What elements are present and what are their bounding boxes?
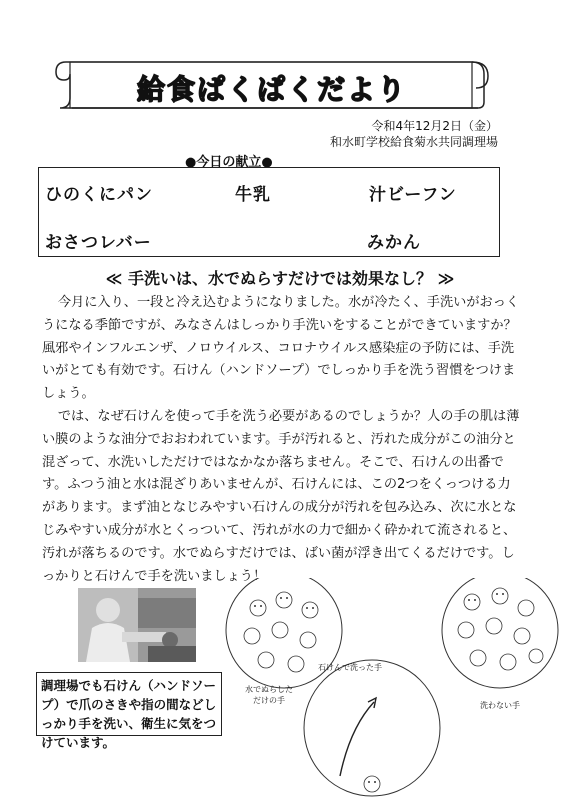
article-paragraph: では、なぜ石けんを使って手を洗う必要があるのでしょうか？人の手の肌は薄い膜のような油分でおおわれています。手が汚れると、汚れた成分がこの油分と混ざって、水洗いしただけではなかなか落ちません。そこで、石けんの出番です。ふつう油と水は混ざりあいませんが、石けんには、この2つをくっつける力があります。まず油となじみやすい石けんの成分が汚れを包み込み、次に水となじみやすい成分が水とくっついて、汚れが水の力で細かく砕かれて流されると、汚れが落ちるのです。水でぬらすだけでは、ばい菌が浮き出てくるだけです。しっかりと石けんで手を洗いましょう！ <box>42 408 520 584</box>
menu-item-mandarin: みかん <box>367 233 421 253</box>
soap-washed-hand-circle <box>304 660 440 796</box>
photo-caption: 調理場でも石けん（ハンドソープ）で爪のさきや指の間などしっかり手を洗い、衛生に気をつけています。 <box>36 672 222 736</box>
article-title: ≪ 手洗いは、水でぬらすだけでは効果なし？ ≫ <box>105 269 455 288</box>
menu-item-soup: 汁ビーフン <box>369 185 457 205</box>
menu-heading: ●今日の献立● <box>185 155 273 170</box>
menu-box <box>38 167 500 257</box>
label-water-only-hand: 水でぬらしただけの手 <box>245 685 293 705</box>
menu-item-bread: ひのくにパン <box>45 185 153 205</box>
organization-name: 和水町学校給食菊水共同調理場 <box>329 135 498 149</box>
article-paragraph: 今月に入り、一段と冷え込むようになりました。水が冷たく、手洗いがおっくうになる季節ですが、みなさんはしっかり手洗いをすることができていますか？風邪やインフルエンザ、ノロウイルス、コロナウイルス感染症の予防には、手洗いがとても有効です。石けん（ハンドソープ）でしっかり手を洗う習慣をつけましょう。 <box>42 295 520 402</box>
issue-date: 令和4年12月2日（金） <box>371 119 498 133</box>
kitchen-handwashing-photo <box>78 588 196 662</box>
label-soap-washed-hand: 石けんで洗った手 <box>318 663 382 672</box>
newsletter-title: 給食ぱくぱくだより <box>136 73 407 106</box>
label-unwashed-hand: 洗わない手 <box>480 701 520 710</box>
menu-item-liver: おさつレバー <box>45 233 152 253</box>
article-body <box>42 292 520 588</box>
menu-item-milk: 牛乳 <box>235 185 271 205</box>
